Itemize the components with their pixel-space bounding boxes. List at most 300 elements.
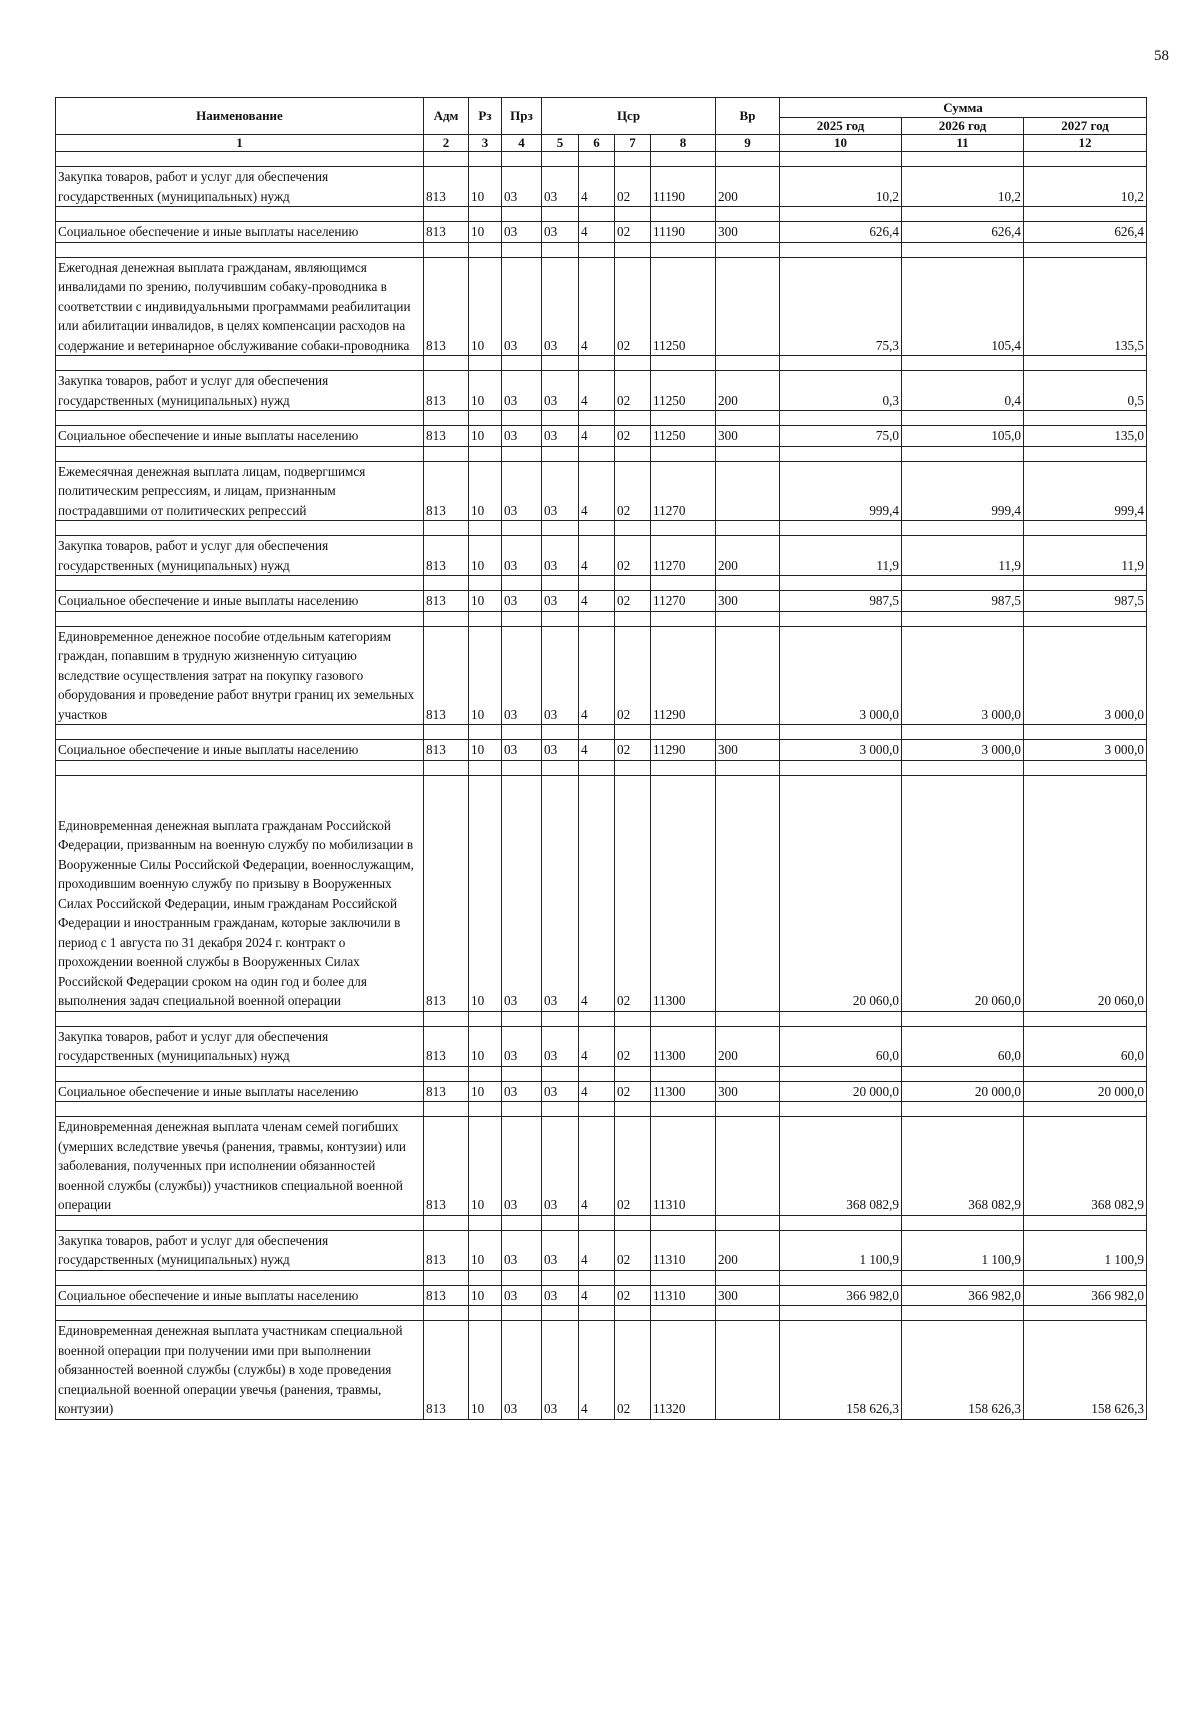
spacer-cell (424, 411, 469, 426)
spacer-cell (542, 725, 579, 740)
spacer-cell (780, 1066, 902, 1081)
row-name: Закупка товаров, работ и услуг для обеспечения государственных (муниципальных) нужд (56, 1026, 424, 1066)
spacer-cell (469, 446, 502, 461)
spacer-cell (651, 1066, 716, 1081)
row-sum-2025: 366 982,0 (780, 1285, 902, 1306)
row-csr-2: 4 (579, 1321, 615, 1420)
row-sum-2026: 368 082,9 (902, 1117, 1024, 1216)
spacer-cell (469, 411, 502, 426)
row-vr: 300 (716, 1285, 780, 1306)
spacer-cell (502, 521, 542, 536)
row-csr-1: 03 (542, 222, 579, 243)
spacer-cell (651, 411, 716, 426)
column-number: 11 (902, 135, 1024, 152)
spacer-cell (542, 207, 579, 222)
row-spacer (56, 356, 1147, 371)
spacer-cell (424, 1270, 469, 1285)
row-csr-4: 11270 (651, 536, 716, 576)
spacer-cell (542, 1270, 579, 1285)
spacer-cell (780, 446, 902, 461)
column-number: 3 (469, 135, 502, 152)
spacer-cell (579, 611, 615, 626)
spacer-cell (542, 576, 579, 591)
row-rz: 10 (469, 626, 502, 725)
spacer-cell (424, 1102, 469, 1117)
row-sum-2025: 0,3 (780, 371, 902, 411)
spacer-cell (56, 356, 424, 371)
row-sum-2025: 158 626,3 (780, 1321, 902, 1420)
row-sum-2026: 20 060,0 (902, 775, 1024, 1011)
spacer-cell (716, 207, 780, 222)
budget-table-wrapper (55, 97, 1147, 1420)
row-adm: 813 (424, 1321, 469, 1420)
spacer-cell (579, 1102, 615, 1117)
row-sum-2027: 368 082,9 (1024, 1117, 1147, 1216)
row-csr-1: 03 (542, 257, 579, 356)
header-rz: Рз (469, 98, 502, 135)
row-sum-2026: 3 000,0 (902, 626, 1024, 725)
row-csr-4: 11190 (651, 222, 716, 243)
spacer-cell (1024, 521, 1147, 536)
table-row (56, 426, 1147, 447)
table-row (56, 371, 1147, 411)
row-sum-2027: 135,5 (1024, 257, 1147, 356)
row-csr-1: 03 (542, 1081, 579, 1102)
row-csr-1: 03 (542, 740, 579, 761)
spacer-cell (469, 576, 502, 591)
row-rz: 10 (469, 426, 502, 447)
spacer-cell (502, 1011, 542, 1026)
column-number: 9 (716, 135, 780, 152)
spacer-cell (424, 611, 469, 626)
spacer-cell (542, 760, 579, 775)
row-name: Закупка товаров, работ и услуг для обеспечения государственных (муниципальных) нужд (56, 536, 424, 576)
row-adm: 813 (424, 536, 469, 576)
spacer-cell (780, 207, 902, 222)
spacer-cell (615, 1066, 651, 1081)
row-csr-3: 02 (615, 1081, 651, 1102)
spacer-cell (716, 446, 780, 461)
row-vr: 300 (716, 426, 780, 447)
row-adm: 813 (424, 591, 469, 612)
row-csr-1: 03 (542, 1321, 579, 1420)
spacer-cell (469, 611, 502, 626)
spacer-cell (902, 521, 1024, 536)
spacer-cell (780, 1270, 902, 1285)
row-csr-4: 11310 (651, 1230, 716, 1270)
row-csr-2: 4 (579, 1026, 615, 1066)
row-csr-3: 02 (615, 1230, 651, 1270)
spacer-cell (579, 411, 615, 426)
row-csr-2: 4 (579, 461, 615, 521)
row-csr-2: 4 (579, 222, 615, 243)
row-rz: 10 (469, 222, 502, 243)
spacer-cell (651, 1306, 716, 1321)
spacer-cell (579, 1215, 615, 1230)
spacer-cell (502, 356, 542, 371)
row-csr-3: 02 (615, 371, 651, 411)
spacer-cell (780, 1102, 902, 1117)
row-name: Единовременное денежное пособие отдельным категориям граждан, попавшим в трудную жизненную ситуацию вследствие осуществления затрат на покупку газового оборудования и проведение работ внутри границ их земельных участков (56, 626, 424, 725)
spacer-cell (469, 152, 502, 167)
row-prz: 03 (502, 222, 542, 243)
spacer-cell (902, 242, 1024, 257)
row-csr-4: 11250 (651, 257, 716, 356)
row-sum-2025: 11,9 (780, 536, 902, 576)
row-csr-2: 4 (579, 1081, 615, 1102)
row-csr-1: 03 (542, 626, 579, 725)
spacer-cell (424, 1215, 469, 1230)
row-sum-2025: 1 100,9 (780, 1230, 902, 1270)
row-sum-2027: 20 000,0 (1024, 1081, 1147, 1102)
spacer-cell (502, 446, 542, 461)
spacer-cell (1024, 207, 1147, 222)
spacer-cell (579, 207, 615, 222)
row-sum-2027: 1 100,9 (1024, 1230, 1147, 1270)
row-sum-2026: 626,4 (902, 222, 1024, 243)
spacer-cell (424, 207, 469, 222)
row-sum-2025: 10,2 (780, 167, 902, 207)
row-csr-3: 02 (615, 536, 651, 576)
spacer-cell (56, 576, 424, 591)
row-vr: 200 (716, 1026, 780, 1066)
row-prz: 03 (502, 740, 542, 761)
spacer-cell (902, 1306, 1024, 1321)
row-csr-1: 03 (542, 1026, 579, 1066)
spacer-cell (542, 1011, 579, 1026)
spacer-cell (1024, 1102, 1147, 1117)
spacer-cell (651, 1270, 716, 1285)
spacer-cell (542, 611, 579, 626)
row-prz: 03 (502, 257, 542, 356)
row-sum-2027: 135,0 (1024, 426, 1147, 447)
row-sum-2027: 3 000,0 (1024, 740, 1147, 761)
spacer-cell (579, 242, 615, 257)
row-prz: 03 (502, 1081, 542, 1102)
row-prz: 03 (502, 1117, 542, 1216)
row-name: Единовременная денежная выплата членам семей погибших (умерших вследствие увечья (ранения, травмы, контузии) или заболевания, полученных при исполнении обязанностей военной службы (службы)) участников специальной военной операции (56, 1117, 424, 1216)
row-csr-2: 4 (579, 167, 615, 207)
spacer-cell (56, 1102, 424, 1117)
spacer-cell (651, 356, 716, 371)
column-number-row (56, 135, 1147, 152)
row-sum-2026: 3 000,0 (902, 740, 1024, 761)
row-name: Закупка товаров, работ и услуг для обеспечения государственных (муниципальных) нужд (56, 1230, 424, 1270)
row-adm: 813 (424, 371, 469, 411)
column-number: 7 (615, 135, 651, 152)
spacer-cell (1024, 760, 1147, 775)
row-rz: 10 (469, 1285, 502, 1306)
spacer-cell (780, 356, 902, 371)
spacer-cell (902, 411, 1024, 426)
spacer-cell (424, 242, 469, 257)
spacer-cell (902, 725, 1024, 740)
spacer-cell (424, 356, 469, 371)
row-sum-2027: 3 000,0 (1024, 626, 1147, 725)
row-name: Социальное обеспечение и иные выплаты населению (56, 591, 424, 612)
spacer-cell (902, 446, 1024, 461)
table-row (56, 536, 1147, 576)
row-vr (716, 1321, 780, 1420)
row-vr: 300 (716, 591, 780, 612)
row-csr-2: 4 (579, 1230, 615, 1270)
spacer-cell (56, 611, 424, 626)
row-csr-3: 02 (615, 626, 651, 725)
spacer-cell (502, 1066, 542, 1081)
spacer-cell (716, 1102, 780, 1117)
spacer-cell (56, 1066, 424, 1081)
row-rz: 10 (469, 1026, 502, 1066)
column-number: 8 (651, 135, 716, 152)
spacer-cell (56, 1215, 424, 1230)
row-csr-3: 02 (615, 1285, 651, 1306)
row-adm: 813 (424, 1230, 469, 1270)
row-rz: 10 (469, 775, 502, 1011)
spacer-cell (716, 411, 780, 426)
header-prz: Прз (502, 98, 542, 135)
spacer-cell (1024, 356, 1147, 371)
row-rz: 10 (469, 1230, 502, 1270)
spacer-cell (615, 1270, 651, 1285)
row-csr-2: 4 (579, 591, 615, 612)
row-csr-3: 02 (615, 775, 651, 1011)
row-csr-4: 11270 (651, 461, 716, 521)
table-row (56, 461, 1147, 521)
row-sum-2025: 75,0 (780, 426, 902, 447)
row-adm: 813 (424, 167, 469, 207)
spacer-cell (716, 1011, 780, 1026)
header-year-2027: 2027 год (1024, 118, 1147, 135)
row-adm: 813 (424, 1117, 469, 1216)
row-csr-3: 02 (615, 426, 651, 447)
row-vr (716, 461, 780, 521)
spacer-cell (902, 207, 1024, 222)
row-csr-4: 11250 (651, 371, 716, 411)
spacer-cell (1024, 611, 1147, 626)
row-sum-2026: 158 626,3 (902, 1321, 1024, 1420)
spacer-cell (651, 611, 716, 626)
spacer-cell (615, 152, 651, 167)
row-sum-2026: 105,4 (902, 257, 1024, 356)
spacer-cell (424, 446, 469, 461)
spacer-cell (716, 725, 780, 740)
table-row (56, 775, 1147, 1011)
row-rz: 10 (469, 1081, 502, 1102)
spacer-cell (780, 760, 902, 775)
row-sum-2025: 75,3 (780, 257, 902, 356)
row-csr-2: 4 (579, 257, 615, 356)
spacer-cell (716, 521, 780, 536)
row-prz: 03 (502, 461, 542, 521)
row-spacer (56, 1102, 1147, 1117)
spacer-cell (469, 207, 502, 222)
table-row (56, 591, 1147, 612)
row-vr: 200 (716, 167, 780, 207)
row-sum-2025: 20 000,0 (780, 1081, 902, 1102)
spacer-cell (615, 611, 651, 626)
spacer-cell (469, 1102, 502, 1117)
column-number: 6 (579, 135, 615, 152)
row-sum-2027: 10,2 (1024, 167, 1147, 207)
row-spacer (56, 521, 1147, 536)
spacer-cell (469, 1011, 502, 1026)
spacer-cell (651, 207, 716, 222)
row-rz: 10 (469, 461, 502, 521)
row-sum-2025: 3 000,0 (780, 626, 902, 725)
header-adm: Адм (424, 98, 469, 135)
row-adm: 813 (424, 257, 469, 356)
spacer-cell (902, 1102, 1024, 1117)
spacer-cell (542, 521, 579, 536)
spacer-cell (579, 760, 615, 775)
spacer-cell (502, 411, 542, 426)
table-row (56, 167, 1147, 207)
column-number: 4 (502, 135, 542, 152)
header-year-2026: 2026 год (902, 118, 1024, 135)
spacer-cell (651, 1011, 716, 1026)
row-name: Единовременная денежная выплата участникам специальной военной операции при получении ими при выполнении обязанностей военной службы (службы) в ходе проведения специальной военной операции увечья (ранения, травмы, контузии) (56, 1321, 424, 1420)
spacer-cell (716, 242, 780, 257)
row-csr-2: 4 (579, 536, 615, 576)
spacer-cell (716, 1306, 780, 1321)
spacer-cell (902, 576, 1024, 591)
row-csr-4: 11310 (651, 1285, 716, 1306)
row-name: Закупка товаров, работ и услуг для обеспечения государственных (муниципальных) нужд (56, 167, 424, 207)
row-vr: 300 (716, 1081, 780, 1102)
row-adm: 813 (424, 626, 469, 725)
spacer-cell (542, 446, 579, 461)
row-spacer (56, 576, 1147, 591)
row-vr (716, 1117, 780, 1216)
row-name: Закупка товаров, работ и услуг для обеспечения государственных (муниципальных) нужд (56, 371, 424, 411)
row-csr-4: 11250 (651, 426, 716, 447)
row-spacer (56, 725, 1147, 740)
spacer-cell (579, 152, 615, 167)
row-name: Социальное обеспечение и иные выплаты населению (56, 1081, 424, 1102)
row-csr-4: 11310 (651, 1117, 716, 1216)
table-row (56, 1081, 1147, 1102)
row-prz: 03 (502, 371, 542, 411)
row-csr-2: 4 (579, 740, 615, 761)
spacer-cell (502, 1215, 542, 1230)
spacer-cell (56, 521, 424, 536)
row-name: Социальное обеспечение и иные выплаты населению (56, 740, 424, 761)
row-spacer (56, 152, 1147, 167)
table-row (56, 626, 1147, 725)
row-sum-2027: 20 060,0 (1024, 775, 1147, 1011)
spacer-cell (902, 1011, 1024, 1026)
row-csr-4: 11190 (651, 167, 716, 207)
row-csr-2: 4 (579, 775, 615, 1011)
row-vr: 300 (716, 222, 780, 243)
spacer-cell (716, 356, 780, 371)
spacer-cell (1024, 1011, 1147, 1026)
row-rz: 10 (469, 167, 502, 207)
table-row (56, 257, 1147, 356)
row-prz: 03 (502, 1230, 542, 1270)
spacer-cell (651, 725, 716, 740)
row-adm: 813 (424, 461, 469, 521)
spacer-cell (615, 411, 651, 426)
spacer-cell (579, 1011, 615, 1026)
row-sum-2025: 3 000,0 (780, 740, 902, 761)
row-spacer (56, 611, 1147, 626)
row-name: Социальное обеспечение и иные выплаты населению (56, 426, 424, 447)
row-sum-2026: 60,0 (902, 1026, 1024, 1066)
row-spacer (56, 1270, 1147, 1285)
spacer-cell (502, 1306, 542, 1321)
row-csr-4: 11290 (651, 626, 716, 725)
spacer-cell (56, 1011, 424, 1026)
spacer-cell (651, 1215, 716, 1230)
spacer-cell (469, 725, 502, 740)
row-csr-3: 02 (615, 257, 651, 356)
spacer-cell (542, 1306, 579, 1321)
spacer-cell (780, 1011, 902, 1026)
spacer-cell (716, 576, 780, 591)
spacer-cell (469, 521, 502, 536)
row-csr-2: 4 (579, 371, 615, 411)
row-sum-2025: 368 082,9 (780, 1117, 902, 1216)
row-prz: 03 (502, 1321, 542, 1420)
row-sum-2027: 11,9 (1024, 536, 1147, 576)
spacer-cell (1024, 1270, 1147, 1285)
spacer-cell (579, 576, 615, 591)
spacer-cell (902, 1270, 1024, 1285)
spacer-cell (502, 760, 542, 775)
row-spacer (56, 1066, 1147, 1081)
spacer-cell (542, 242, 579, 257)
spacer-cell (579, 446, 615, 461)
spacer-cell (615, 242, 651, 257)
row-csr-3: 02 (615, 591, 651, 612)
row-sum-2025: 20 060,0 (780, 775, 902, 1011)
spacer-cell (716, 1066, 780, 1081)
spacer-cell (56, 1270, 424, 1285)
row-csr-1: 03 (542, 1230, 579, 1270)
row-sum-2026: 1 100,9 (902, 1230, 1024, 1270)
row-prz: 03 (502, 536, 542, 576)
spacer-cell (615, 521, 651, 536)
spacer-cell (502, 576, 542, 591)
row-csr-2: 4 (579, 426, 615, 447)
table-row (56, 222, 1147, 243)
row-sum-2025: 626,4 (780, 222, 902, 243)
column-number: 1 (56, 135, 424, 152)
row-vr: 300 (716, 740, 780, 761)
row-spacer (56, 1011, 1147, 1026)
row-adm: 813 (424, 740, 469, 761)
table-row (56, 1026, 1147, 1066)
row-csr-4: 11270 (651, 591, 716, 612)
row-name: Социальное обеспечение и иные выплаты населению (56, 222, 424, 243)
spacer-cell (651, 760, 716, 775)
spacer-cell (469, 1215, 502, 1230)
spacer-cell (56, 207, 424, 222)
header-year-2025: 2025 год (780, 118, 902, 135)
row-csr-1: 03 (542, 461, 579, 521)
row-sum-2026: 366 982,0 (902, 1285, 1024, 1306)
row-rz: 10 (469, 257, 502, 356)
spacer-cell (780, 1306, 902, 1321)
spacer-cell (651, 446, 716, 461)
row-sum-2026: 0,4 (902, 371, 1024, 411)
column-number: 2 (424, 135, 469, 152)
spacer-cell (542, 1102, 579, 1117)
row-adm: 813 (424, 1026, 469, 1066)
row-spacer (56, 411, 1147, 426)
spacer-cell (780, 242, 902, 257)
